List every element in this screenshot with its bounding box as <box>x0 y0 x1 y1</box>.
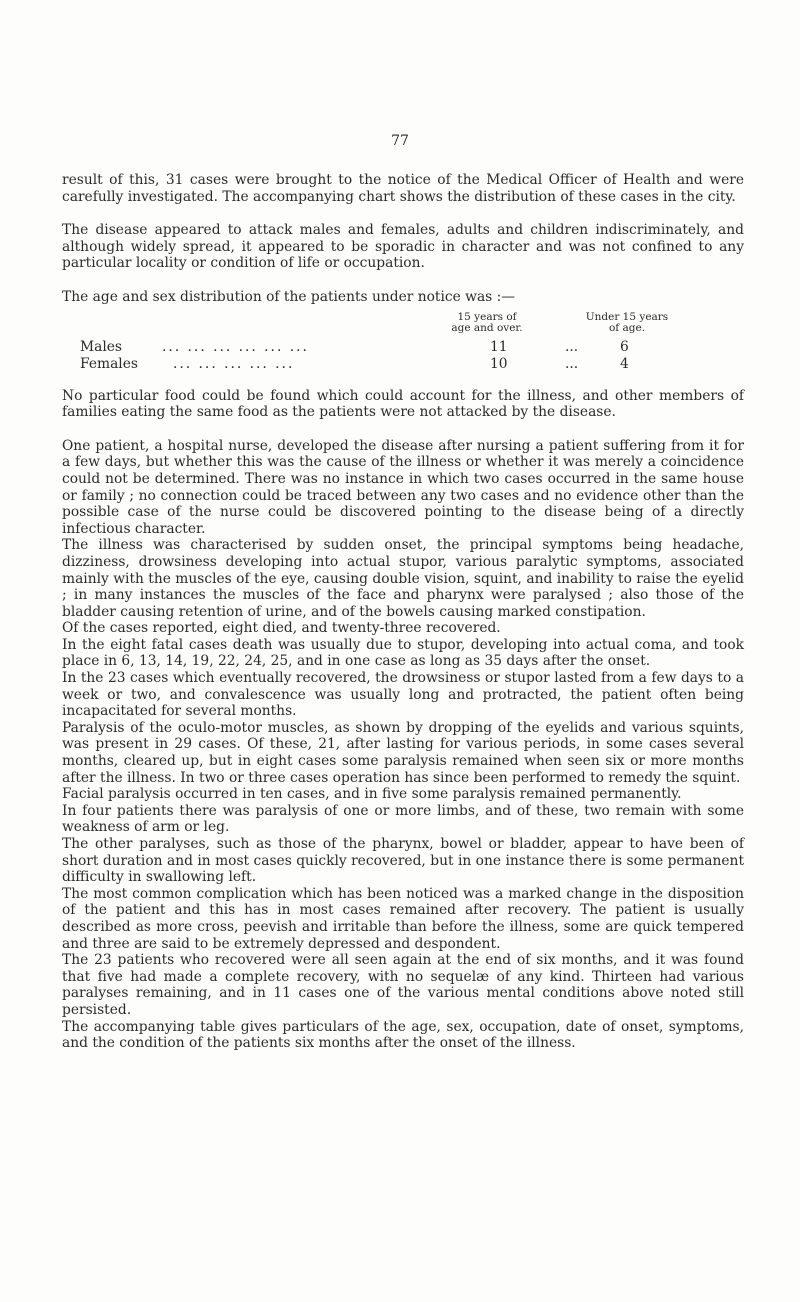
paragraph: Paralysis of the oculo-motor muscles, as shown by dropping of the eyelids and various squints, was present in 29 cases. Of these, 21, after lasting for various periods, in some cases several months, cleared up, but in eight cases some paralysis remained when seen six or more months after the illness. In two or three cases operation has since been performed to remedy the squint. <box>62 719 744 786</box>
leader-dots: ... <box>565 355 579 372</box>
paragraph: The accompanying table gives particulars of the age, sex, occupation, date of onset, symptoms, and the condition of the patients six months after the onset of the illness. <box>62 1018 744 1052</box>
value-children: 4 <box>620 355 629 372</box>
intro-paragraph: result of this, 31 cases were brought to the notice of the Medical Officer of Health and were carefully investigated. The accompanying chart shows the distribution of these cases in the city. <box>62 172 744 205</box>
food-paragraph: No particular food could be found which could account for the illness, and other members of families eating the same food as the patients were not attacked by the disease. <box>62 387 744 421</box>
value-children: 6 <box>620 338 629 355</box>
paragraph: In the 23 cases which eventually recovered, the drowsiness or stupor lasted from a few days to a week or two, and convalescence was usually long and protracted, the patient often being incapacitated for several months. <box>62 670 744 720</box>
row-label: Males <box>80 338 123 355</box>
leader-dots: ... <box>565 338 579 355</box>
leader-dots: ... ... ... ... ... ... <box>162 338 309 355</box>
paragraph: The 23 patients who recovered were all seen again at the end of six months, and it was found that five had made a complete recovery, with no sequelæ of any kind. Thirteen had various paralyses remaining, and in 11 cases one of the various mental conditions above noted still persisted. <box>62 952 744 1018</box>
col1-header: 15 years of age and over. <box>451 310 523 334</box>
age-sex-intro: The age and sex distribution of the patients under notice was :— <box>62 288 516 305</box>
page-number: 77 <box>391 133 409 149</box>
paragraph: The illness was characterised by sudden onset, the principal symptoms being headache, dizziness, drowsiness developing into actual stupor, various paralytic symptoms, associated mainly with the muscles of the eye, causing double vision, squint, and inability to raise the eyelid ; in many instances the muscles of the face and pharynx were paralysed ; also those of the bladder causing retention of urine, and of the bowels causing marked constipation. <box>62 537 744 620</box>
paragraph: The most common complication which has been noticed was a marked change in the disposition of the patient and this has in most cases remained after recovery. The patient is usually described as more cross, peevish and irritable than before the illness, some are quick tempered and three are said to be extremely depressed and despondent. <box>62 885 744 952</box>
table-row <box>80 356 680 373</box>
leader-dots: ... ... ... ... ... <box>173 355 295 372</box>
paragraph: The other paralyses, such as those of the pharynx, bowel or bladder, appear to have been of short duration and in most cases quickly recovered, but in one instance there is some permanent difficulty in swallowing left. <box>62 836 744 886</box>
value-adults: 11 <box>490 338 508 355</box>
col2-header: Under 15 years of age. <box>585 310 669 334</box>
row-label: Females <box>80 355 138 372</box>
paragraph: In four patients there was paralysis of one or more limbs, and of these, two remain with some weakness of arm or leg. <box>62 802 744 836</box>
paragraph: In the eight fatal cases death was usually due to stupor, developing into actual coma, and took place in 6, 13, 14, 19, 22, 24, 25, and in one case as long as 35 days after the onset. <box>62 636 744 670</box>
value-adults: 10 <box>490 355 508 372</box>
clinical-section <box>62 438 744 1052</box>
paragraph: Facial paralysis occurred in ten cases, and in five some paralysis remained permanently. <box>62 786 682 803</box>
disease-paragraph: The disease appeared to attack males and females, adults and children indiscriminately, and although widely spread, it appeared to be sporadic in character and was not confined to any particular locality or condition of life or occupation. <box>62 222 744 272</box>
body-text <box>62 172 744 1052</box>
table-row <box>80 339 680 356</box>
paragraph: Of the cases reported, eight died, and twenty-three recovered. <box>62 620 501 637</box>
age-sex-table <box>62 308 744 388</box>
paragraph: One patient, a hospital nurse, developed the disease after nursing a patient suffering from it for a few days, but whether this was the cause of the illness or whether it was merely a coincidence could not be determined. There was no instance in which two cases occurred in the same house or family ; no connection could be traced between any two cases and no evidence other than the possible case of the nurse could be discovered pointing to the disease being of a directly infectious character. <box>62 437 744 537</box>
